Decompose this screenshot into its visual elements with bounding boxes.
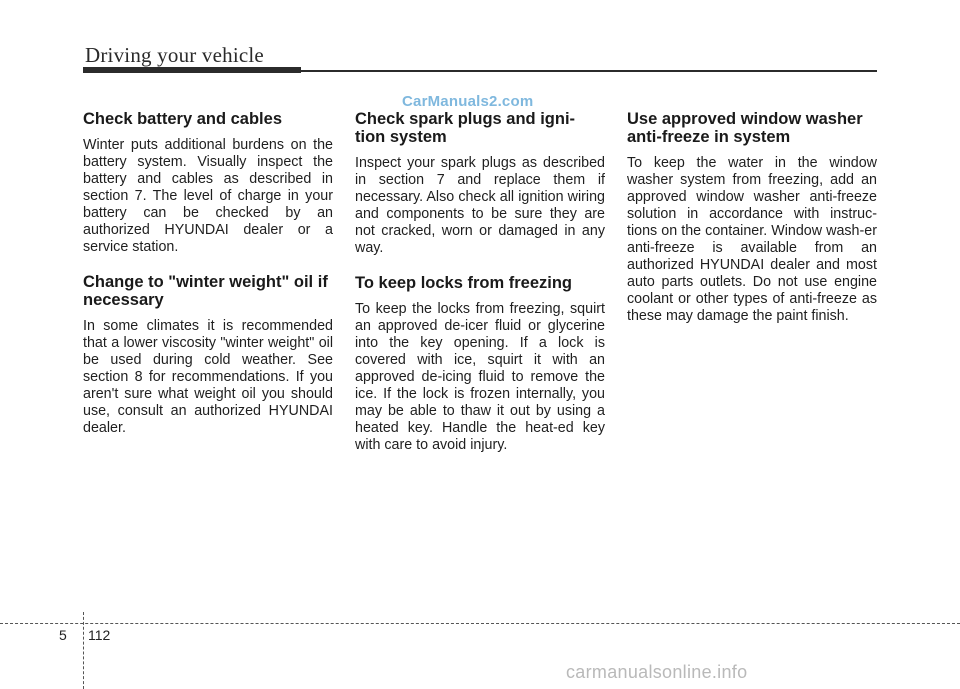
section-body-oil: In some climates it is recommended that a lower viscosity "winter weight" oil be used during cold weather. See section 8 for recommendations. If you aren't sure what weight oil you should use, consult an authorized HYUNDAI dealer. — [83, 318, 333, 436]
section-heading-locks: To keep locks from freezing — [355, 274, 572, 292]
section-body-locks: To keep the locks from freezing, squirt an approved de-icer fluid or glycerine into the key opening. If a lock is covered with ice, squirt it with an approved de-icing fluid to remove the ice. If the lock is frozen internally, you may be able to thaw it out by using a heated key. Handle the heat-ed key with care to avoid injury. — [355, 301, 605, 453]
footer-page-number: 112 — [88, 627, 111, 643]
header-rule-thin — [301, 70, 877, 72]
chapter-title: Driving your vehicle — [85, 43, 264, 67]
footer-chapter-number: 5 — [59, 627, 67, 643]
column-middle — [355, 110, 605, 454]
footer-divider — [0, 623, 960, 624]
section-heading-battery: Check battery and cables — [83, 110, 282, 128]
header-rule-thick — [83, 67, 301, 73]
section-heading-spark-plugs: Check spark plugs and igni-tion system — [355, 110, 576, 146]
column-right — [627, 110, 877, 325]
watermark-bottom: carmanualsonline.info — [566, 662, 748, 682]
section-body-battery: Winter puts additional burdens on the battery system. Visually inspect the battery and cables as described in section 7. The level of charge in your battery can be checked by an authorized HYUNDAI dealer or a service station. — [83, 137, 333, 255]
column-left — [83, 110, 333, 437]
section-body-washer: To keep the water in the window washer system from freezing, add an approved window washer anti-freeze solution in accordance with instruc-tions on the container. Window wash-er anti-freeze is available from an authorized HYUNDAI dealer and most auto parts outlets. Do not use engine coolant or other types of anti-freeze as these may damage the paint finish. — [627, 155, 877, 324]
section-heading-washer: Use approved window washer anti-freeze in system — [627, 110, 863, 146]
footer-vertical-divider — [83, 612, 84, 689]
section-body-spark-plugs: Inspect your spark plugs as described in section 7 and replace them if necessary. Also check all ignition wiring and components to be sure they are not cracked, worn or damaged in any way. — [355, 155, 605, 256]
watermark-top: CarManuals2.com — [402, 93, 534, 110]
section-heading-oil: Change to "winter weight" oil if necessary — [83, 273, 328, 309]
